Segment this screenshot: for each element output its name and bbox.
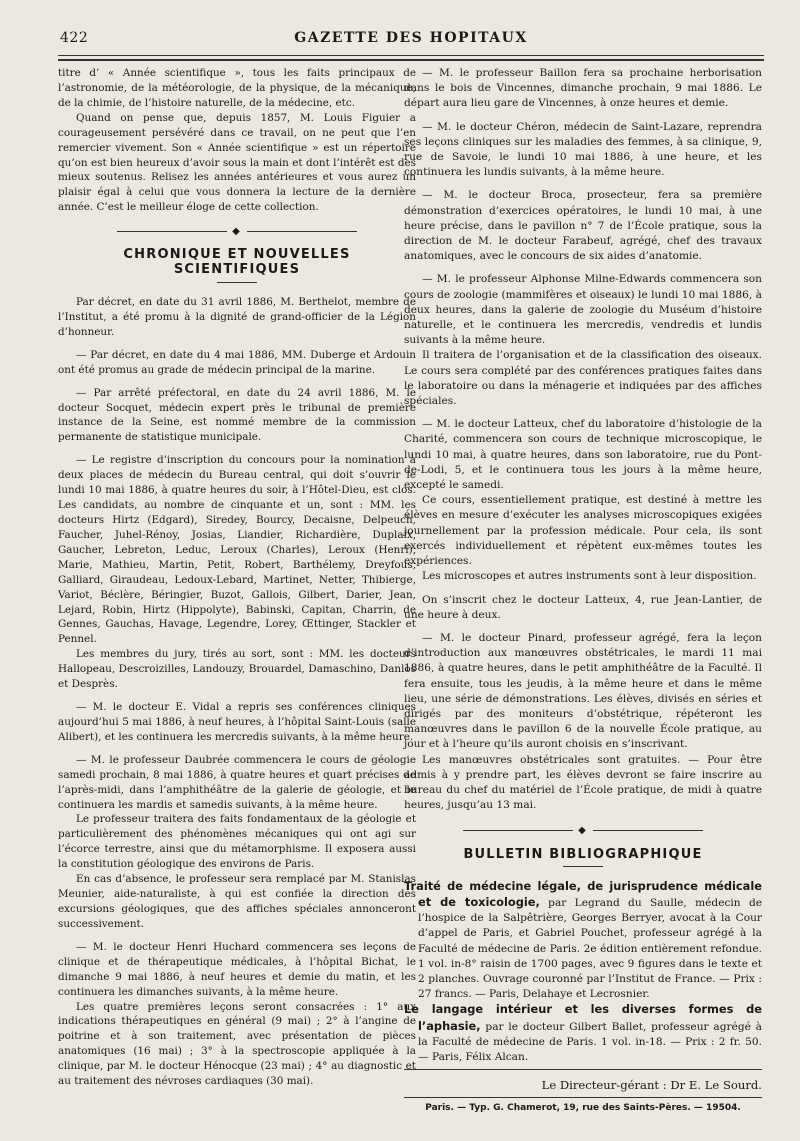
ornament-divider: ◆ [404,823,762,838]
biblio-lead: Le langage intérieur et les diverses formes de l’aphasie, [404,1002,762,1033]
news-item: On s’inscrit chez le docteur Latteux, 4, rue Jean-Lantier, de une heure à deux. [404,593,762,621]
page-number: 422 [60,30,89,46]
title-rule [563,866,603,867]
news-item: — Le registre d’inscription du concours pour la nomination à deux places de médecin du Bureau central, qui doit s’ouvrir le lundi 10 mai 1886, à quatre heures du soir, à l’Hôtel-Dieu, est clos. Les candidats, au nombre de cinquante et un, sont : MM. les docteurs Hirtz (Edgard), Siredey, Bourcy, Decaisne, Delpeuch, Faucher, Juhel-Rénoy, Josias, Liandier, Richardière, Duplaix, Gaucher, Lebreton, Leduc, Leroux (Charles), Leroux (Henri), Marie, Mathieu, Martin, Petit, Robert, Barthélemy, Dreyfous, Galliard, Giraudeau, Ledoux-Lebard, Martinet, Netter, Thibierge, Variot, Béclère, Béringier, Buzot, Gallois, Gilbert, Darier, Jean, Lejard, Robin, Hirtz (Hippolyte), Babinski, Capitan, Charrin, de Gennes, Gauchas, Havage, Legendre, Lorey, Œttinger, Stackler et Pennel. [58,454,416,646]
title-rule [217,282,257,283]
news-item: Le professeur traitera des faits fondamentaux de la géologie et particulièrement des phénomènes mécaniques qui ont agi sur l’écorce terrestre, ainsi que du métamorphisme. Il exposera aussi la constitution géologique des environs de Paris. [58,813,416,871]
news-list [404,66,762,813]
news-item: — Par décret, en date du 4 mai 1886, MM. Duberge et Ardouin ont été promus au grade de médecin principal de la marine. [58,348,416,376]
biblio-lead: Traité de médecine légale, de jurisprudence médicale et de toxicologie, [404,878,762,909]
ornament-divider: ◆ [58,225,416,240]
news-item: Les microscopes et autres instruments sont à leur disposition. [422,570,757,583]
news-item: — M. le professeur Baillon fera sa prochaine herborisation dans le bois de Vincennes, dimanche prochain, 9 mai 1886. Le départ aura lieu gare de Vincennes, à onze heures et demie. [404,67,762,110]
page-header [58,30,764,50]
news-item: Ce cours, essentiellement pratique, est destiné à mettre les élèves en mesure d’exécuter les analyses microscopiques exigées journellement par la profession médicale. Pour cela, ils sont exercés individuellement et répètent eux-mêmes toutes les expériences. [404,494,762,568]
header-rule-thick [58,59,764,61]
news-item: — Par arrêté préfectoral, en date du 24 avril 1886, M. le docteur Socquet, médecin expert près le tribunal de première instance de la Seine, est nommé membre de la commission permanente de statistique municipale. [58,386,416,444]
paragraph: titre d’ « Année scientifique », tous les faits principaux de l’astronomie, de la météorologie, de la physique, de la mécanique, de la chimie, de l’histoire naturelle, de la médecine, etc. [58,67,416,109]
header-rule [58,55,764,56]
biblio-text: par Legrand du Saulle, médecin de l’hospice de la Salpêtrière, Georges Berryer, avocat à la Cour d’appel de Paris, et Gabriel Pouchet, professeur agrégé à la Faculté de médecine de Paris. 2e édition entièrement refondue. 1 vol. in-8° raisin de 1700 pages, avec 9 figures dans le texte et 2 planches. Ouvrage couronné par l’Institut de France. — Prix : 27 francs. — Paris, Delahaye et Lecrosnier. [418,896,762,1001]
biblio-entry [404,879,762,1003]
news-item: — M. le docteur E. Vidal a repris ses conférences cliniques aujourd’hui 5 mai 1886, à neuf heures, à l’hôpital Saint-Louis (salle Alibert), et les continuera les mercredis suivants, à la même heure. [58,701,416,743]
signature: Le Directeur-gérant : Dr E. Le Sourd. [541,1078,762,1093]
news-list [58,295,416,1089]
news-item: Les quatre premières leçons seront consacrées : 1° aux indications thérapeutiques en général (9 mai) ; 2° à l’angine de poitrine et à son traitement, avec présentation de pièces anatomiques (16 mai) ; 3° à la spectroscopie appliquée à la clinique, par M. le docteur Hénocque (23 mai) ; 4° au diagnostic et au traitement des névroses cardiaques (30 mai). [58,1000,416,1088]
section-title: CHRONIQUE ET NOUVELLES SCIENTIFIQUES [123,247,351,278]
right-column [404,66,762,1117]
news-item: — M. le docteur Henri Huchard commencera ses leçons de clinique et de thérapeutique médicales, à l’hôpital Bichat, le dimanche 9 mai 1886, à neuf heures et demie du matin, et les continuera les dimanches suivants, à la même heure. [58,940,416,998]
biblio-list [404,879,762,1065]
biblio-entry [404,1002,762,1065]
biblio-title: BULLETIN BIBLIOGRAPHIQUE [463,846,703,862]
news-item: — M. le docteur Pinard, professeur agrégé, fera la leçon d’introduction aux manœuvres obstétricales, le mardi 11 mai 1886, à quatre heures, dans le petit amphithéâtre de la Faculté. Il fera ensuite, tous les jeudis, à la même heure et dans le même lieu, une série de démonstrations. Les élèves, divisés en séries et dirigés par des moniteurs d’obstétrique, répéteront les manœuvres dans le pavillon 6 de la nouvelle École pratique, au jour et à l’heure qu’ils auront choisis en s’inscrivant. [404,631,762,751]
news-item: — M. le professeur Alphonse Milne-Edwards commencera son cours de zoologie (mammifères et oiseaux) le lundi 10 mai 1886, à deux heures, dans la galerie de zoologie du Muséum d’histoire naturelle, et le continuera les mercredis, vendredis et lundis suivants à la même heure. [404,273,762,347]
news-item: — M. le docteur Broca, prosecteur, fera sa première démonstration d’exercices opératoires, le lundi 10 mai, à une heure précise, dans le pavillon n° 7 de l’École pratique, sous la direction de M. le docteur Farabeuf, agrégé, chef des travaux anatomiques, avec le concours de six aides d’anatomie. [404,189,762,263]
printer-line: Paris. — Typ. G. Chamerot, 19, rue des Saints-Pères. — 19504. [425,1103,741,1114]
biblio-text: par le docteur Gilbert Ballet, professeur agrégé à la Faculté de médecine de Paris. 1 vol. in-18. — Prix : 2 fr. 50. — Paris, Félix Alcan. [418,1020,762,1063]
news-item: En cas d’absence, le professeur sera remplacé par M. Stanislas Meunier, aide-naturaliste, à qui est confiée la direction des excursions géologiques, que des affiches spéciales annonceront successivement. [58,873,416,930]
news-item: Il traitera de l’organisation et de la classification des oiseaux. Le cours sera complété par des conférences pratiques faites dans le laboratoire ou dans la ménagerie et indiquées par des affiches spéciales. [404,349,762,408]
news-item: — M. le docteur Chéron, médecin de Saint-Lazare, reprendra ses leçons cliniques sur les maladies des femmes, à sa clinique, 9, rue de Savoie, le lundi 10 mai 1886, à une heure, et les continuera les lundis suivants, à la même heure. [404,120,762,179]
paragraph: Quand on pense que, depuis 1857, M. Louis Figuier a courageusement persévéré dans ce travail, on ne peut que l’en remercier vivement. Son « Année scientifique » est un répertoire qu’on est bien heureux d’avoir sous la main et dont l’intérêt est des mieux soutenus. Relisez les années antérieures et vous aurez un plaisir égal à celui que vous donnera la lecture de la dernière année. C’est le meilleur éloge de cette collection. [58,111,416,214]
news-item: — M. le docteur Latteux, chef du laboratoire d’histologie de la Charité, commencera son cours de technique microscopique, le lundi 10 mai, à quatre heures, dans son laboratoire, rue du Pont-de-Lodi, 5, et le continuera tous les jours à la même heure, excepté le samedi. [404,418,762,492]
news-item: — M. le professeur Daubrée commencera le cours de géologie samedi prochain, 8 mai 1886, à quatre heures et quart précises de l’après-midi, dans l’amphithéâtre de la galerie de géologie, et le continuera les mardis et samedis suivants, à la même heure. [58,753,416,811]
running-title: GAZETTE DES HOPITAUX [294,30,528,46]
left-column [58,66,416,1089]
news-item: Les manœuvres obstétricales sont gratuites. — Pour être admis à y prendre part, les élèves devront se faire inscrire au bureau du chef du matériel de l’École pratique, de midi à quatre heures, jusqu’au 13 mai. [404,753,762,812]
news-item: Les membres du jury, tirés au sort, sont : MM. les docteurs Hallopeau, Descroizilles, Landouzy, Brouardel, Damaschino, Danlos et Desprès. [58,648,416,691]
footer-rule [404,1097,762,1098]
footer-rule [404,1069,762,1070]
news-item: Par décret, en date du 31 avril 1886, M. Berthelot, membre de l’Institut, a été promu à la dignité de grand-officier de la Légion d’honneur. [58,295,416,338]
